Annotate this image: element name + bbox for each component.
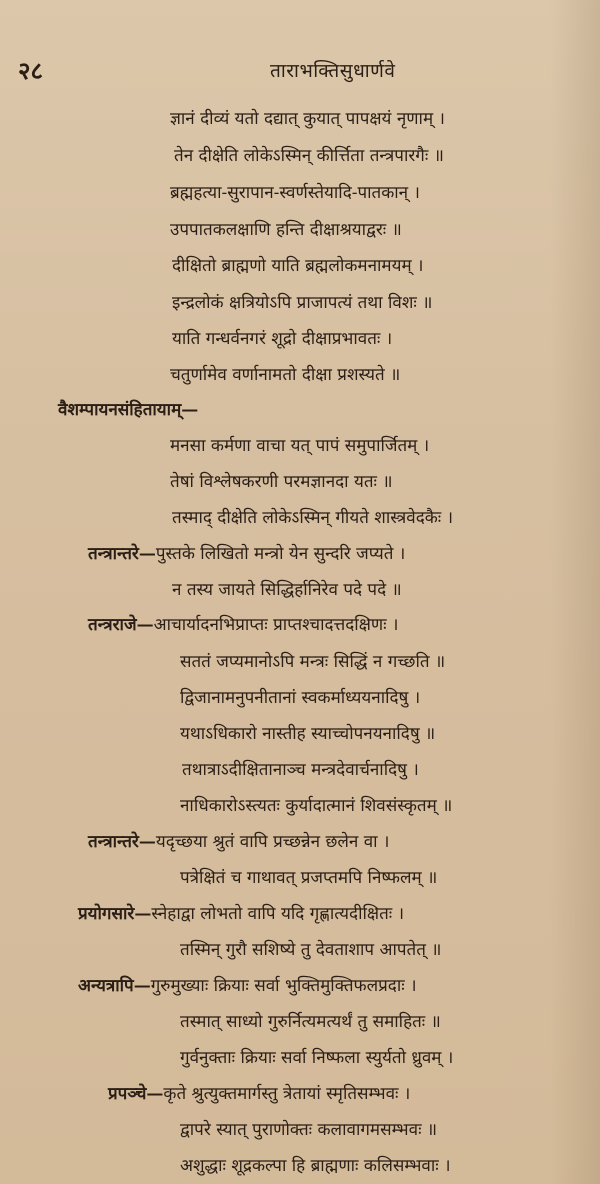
source-label: तन्त्रराजे— — [88, 615, 154, 635]
source-reference — [78, 901, 404, 924]
verse-line: दीक्षितो ब्राह्मणो याति ब्रह्मलोकमनामयम् । — [172, 256, 424, 276]
verse-line: द्विजानामनुपनीतानां स्वकर्माध्ययनादिषु । — [180, 688, 421, 708]
source-reference — [108, 1081, 410, 1104]
verse-line: द्वापरे स्यात् पुराणोक्तः कलावागमसम्भवः ॥ — [180, 1120, 438, 1140]
source-reference — [58, 397, 198, 420]
ref-verse-text: पुस्तके लिखितो मन्त्रो येन सुन्दरि जप्यते । — [155, 544, 406, 564]
page-edge-shadow — [550, 0, 600, 1184]
verse-line: न तस्य जायते सिद्धिर्हानिरेव पदे पदे ॥ — [172, 580, 402, 600]
verse-line: ब्रह्महत्या-सुरापान-स्वर्णस्तेयादि-पातकान् । — [170, 183, 420, 203]
source-label: प्रयोगसारे— — [78, 904, 152, 924]
source-label: वैशम्पायनसंहितायाम्— — [58, 400, 199, 420]
verse-line: ज्ञानं दीव्यं यतो दद्यात् कुयात् पापक्षयं नृणाम् । — [170, 109, 445, 129]
verse-line: पत्रेक्षितं च गाथावत् प्रजप्तमपि निष्फलम् ॥ — [180, 868, 438, 888]
verse-line: मनसा कर्मणा वाचा यत् पापं समुपार्जितम् । — [170, 436, 430, 456]
source-label: तन्त्रान्तरे— — [88, 544, 156, 564]
verse-line: उपपातकलक्षाणि हन्ति दीक्षाश्रयाद्वरः ॥ — [170, 220, 402, 240]
verse-line: सततं जप्यमानोऽपि मन्त्रः सिद्धिं न गच्छति ॥ — [180, 652, 446, 672]
verse-line: यथाऽधिकारो नास्तीह स्याच्चोपनयनादिषु ॥ — [180, 724, 436, 744]
source-reference — [88, 612, 398, 635]
ref-verse-text: आचार्यादनभिप्राप्तः प्राप्तश्चादत्तदक्षिणः । — [153, 615, 399, 635]
ref-verse-text: स्नेहाद्वा लोभतो वापि यदि गृह्णात्यदीक्षितः । — [151, 904, 405, 924]
verse-line: तेषां विश्लेषकरणी परमज्ञानदा यतः ॥ — [170, 472, 393, 492]
verse-line: तस्मात् साध्यो गुरुर्नित्यमत्यर्थं तु समाहितः ॥ — [180, 1012, 441, 1032]
verse-line: तथात्राऽदीक्षितानाञ्च मन्त्रदेवार्चनादिषु । — [182, 760, 419, 780]
ref-verse-text: गुरुमुख्याः क्रियाः सर्वा भुक्तिमुक्तिफलप्रदाः । — [150, 976, 417, 996]
verse-line: इन्द्रलोकं क्षत्रियोऽपि प्राजापत्यं तथा विशः ॥ — [172, 293, 433, 313]
verse-line: तस्मिन् गुरौ सशिष्ये तु देवताशाप आपतेत् ॥ — [180, 940, 442, 960]
source-label: अन्यत्रापि— — [78, 976, 151, 996]
source-reference — [88, 541, 405, 564]
verse-line: तस्माद् दीक्षेति लोकेऽस्मिन् गीयते शास्त्रवेदकैः । — [172, 508, 454, 528]
ref-verse-text: यदृच्छया श्रुतं वापि प्रच्छन्नेन छलेन वा । — [155, 832, 390, 852]
verse-line: नाधिकारोऽस्त्यतः कुर्यादात्मानं शिवसंस्कृतम् ॥ — [180, 796, 453, 816]
verse-line: गुर्वनुक्ताः क्रियाः सर्वा निष्फला स्युर्यतो ध्रुवम् । — [180, 1048, 454, 1068]
verse-line: तेन दीक्षेति लोकेऽस्मिन् कीर्त्तिता तन्त्रपारगैः ॥ — [174, 146, 444, 166]
source-label: प्रपञ्चे— — [108, 1084, 164, 1104]
running-head: ताराभक्तिसुधार्णवे — [270, 60, 396, 82]
ref-verse-text: कृते श्रुत्युक्तमार्गस्तु त्रेतायां स्मृतिसम्भवः । — [163, 1084, 411, 1104]
source-reference — [88, 829, 389, 852]
verse-line: याति गन्धर्वनगरं शूद्रो दीक्षाप्रभावतः । — [172, 329, 393, 349]
verse-line: अशुद्धाः शूद्रकल्पा हि ब्राह्मणाः कलिसम्भवाः । — [180, 1156, 451, 1176]
source-reference — [78, 973, 417, 996]
page-number: २८ — [18, 56, 43, 85]
verse-line: चतुर्णामेव वर्णानामतो दीक्षा प्रशस्यते ॥ — [170, 365, 401, 385]
source-label: तन्त्रान्तरे— — [88, 832, 156, 852]
